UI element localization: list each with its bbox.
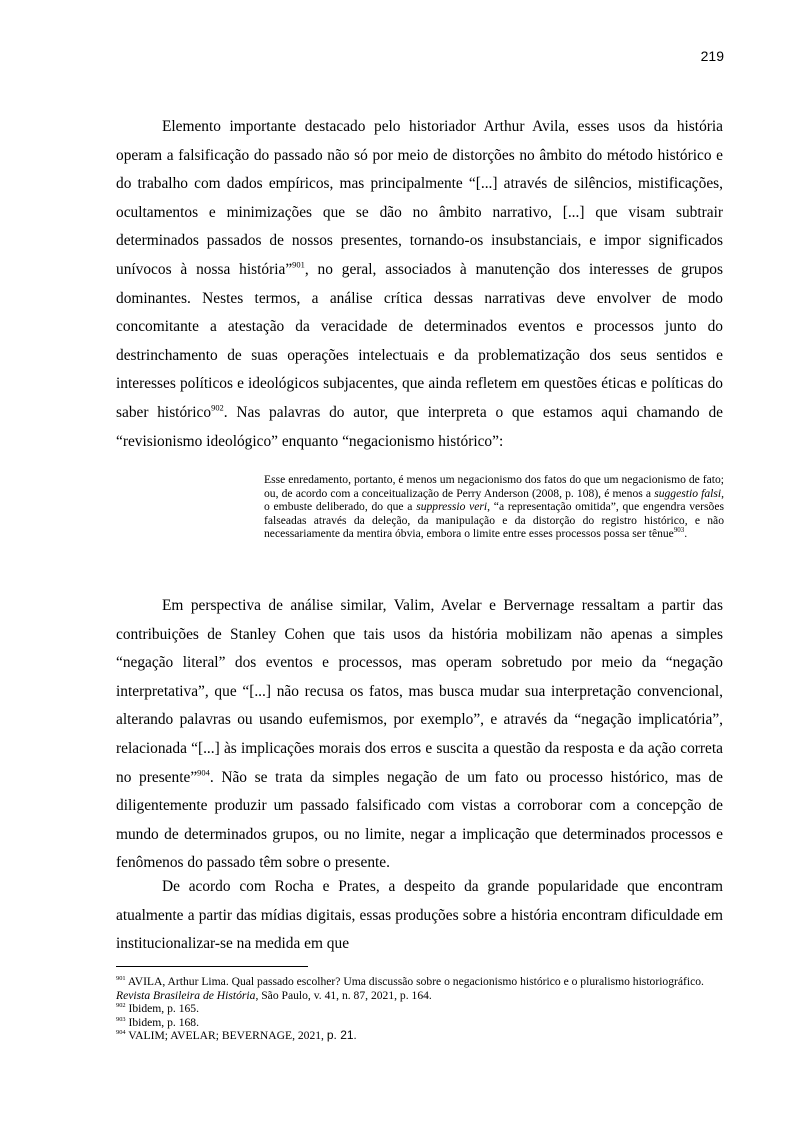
footnote-separator: [116, 966, 308, 967]
quote-text-a: Esse enredamento, portanto, é menos um negacionismo dos fatos do que um negacionismo de fato; ou, de acordo com a conceitualização de Perry Anderson (2008, p. 108), é menos a: [264, 473, 724, 500]
footnote-page-ref: p. 21: [326, 1028, 354, 1042]
block-quote: [264, 473, 724, 541]
footnote-text: VALIM; AVELAR; BEVERNAGE, 2021,: [125, 1029, 327, 1042]
quote-italic-suggestio-falsi: suggestio falsi: [654, 486, 722, 500]
footnote-text: AVILA, Arthur Lima. Qual passado escolher? Uma discussão sobre o negacionismo histórico e o pluralismo historiográfico.: [125, 975, 704, 988]
footnote-ref-902: 902: [211, 402, 224, 413]
quote-text-c: , “a representação omitida”, que engendra versões falseadas através da deleção, da manipulação e da distorção do registro histórico, e não necessariamente da mentira óbvia, embora o limite entre esses processos possa ser tênue: [264, 500, 724, 541]
paragraph-1-text-b: , no geral, associados à manutenção dos interesses de grupos dominantes. Nestes termos, a análise crítica dessas narrativas deve envolver de modo concomitante a atestação da veracidade de determinados eventos e processos junto do destrinchamento de suas operações intelectuais e da problematização dos seus sentidos e interesses políticos e ideológicos subjacentes, que ainda refletem em questões éticas e políticas do saber histórico: [116, 260, 723, 421]
footnote-901: [116, 975, 723, 1002]
footnote-text: Ibidem, p. 168.: [125, 1015, 199, 1029]
paragraph-1-text-a: Elemento importante destacado pelo historiador Arthur Avila, esses usos da história operam a falsificação do passado não só por meio de distorções no âmbito do método histórico e do trabalho com dados empíricos, mas principalmente “[...] através de silêncios, mistificações, ocultamentos e minimizações que se dão no âmbito narrativo, [...] que visam subtrair determinados passados de nossos presentes, tornando-os insubstanciais, e impor significados unívocos à nossa história”: [116, 118, 723, 278]
footnote-ref-901: 901: [292, 259, 305, 270]
footnote-text-end: .: [353, 1029, 357, 1042]
footnote-journal-title: Revista Brasileira de História: [116, 988, 256, 1002]
page-number: 219: [700, 48, 724, 64]
footnote-number: 903: [116, 1015, 126, 1023]
footnotes: [116, 975, 723, 1043]
paragraph-2-text-b: . Não se trata da simples negação de um fato ou processo histórico, mas de diligentemente produzir um passado falsificado com vistas a corroborar com a concepção de mundo de determinados grupos, ou no limite, negar a implicação que determinados processos e fenômenos do passado têm sobre o presente.: [116, 768, 723, 872]
quote-text-b: , o embuste deliberado, do que a: [264, 486, 724, 514]
footnote-number: 902: [116, 1002, 126, 1010]
paragraph-3: De acordo com Rocha e Prates, a despeito da grande popularidade que encontram atualmente a partir das mídias digitais, essas produções sobre a história encontram dificuldade em institucionalizar-se na medida em que: [116, 878, 723, 953]
footnote-number: 904: [116, 1029, 126, 1037]
footnote-text-end: , São Paulo, v. 41, n. 87, 2021, p. 164.: [255, 988, 432, 1002]
paragraph-2: [116, 592, 723, 878]
paragraph-1-text-c: . Nas palavras do autor, que interpreta o que estamos aqui chamando de “revisionismo ideológico” enquanto “negacionismo histórico”:: [116, 403, 723, 450]
footnote-903: [116, 1016, 723, 1030]
quote-text-d: .: [684, 527, 688, 541]
footnote-904: [116, 1029, 723, 1043]
quote-italic-suppressio-veri: suppressio veri: [416, 500, 488, 514]
paragraph-2-text-a: Em perspectiva de análise similar, Valim, Avelar e Bervernage ressaltam a partir das contribuições de Stanley Cohen que tais usos da história mobilizam não apenas a simples “negação literal” dos eventos e processos, mas operam sobretudo por meio da “negação interpretativa”, que “[...] não recusa os fatos, mas busca mudar sua interpretação convencional, alterando palavras ou usando eufemismos, por exemplo”, e através da “negação implicatória”, relacionada “[...] às implicações morais dos erros e suscita a questão da resposta e da ação correta no presente”: [116, 597, 723, 786]
footnote-902: [116, 1002, 723, 1016]
footnote-text: Ibidem, p. 165.: [125, 1002, 199, 1015]
footnote-ref-904: 904: [197, 767, 210, 778]
paragraph-1: [116, 113, 723, 456]
footnote-number: 901: [116, 975, 126, 983]
footnote-ref-903: 903: [673, 526, 685, 535]
